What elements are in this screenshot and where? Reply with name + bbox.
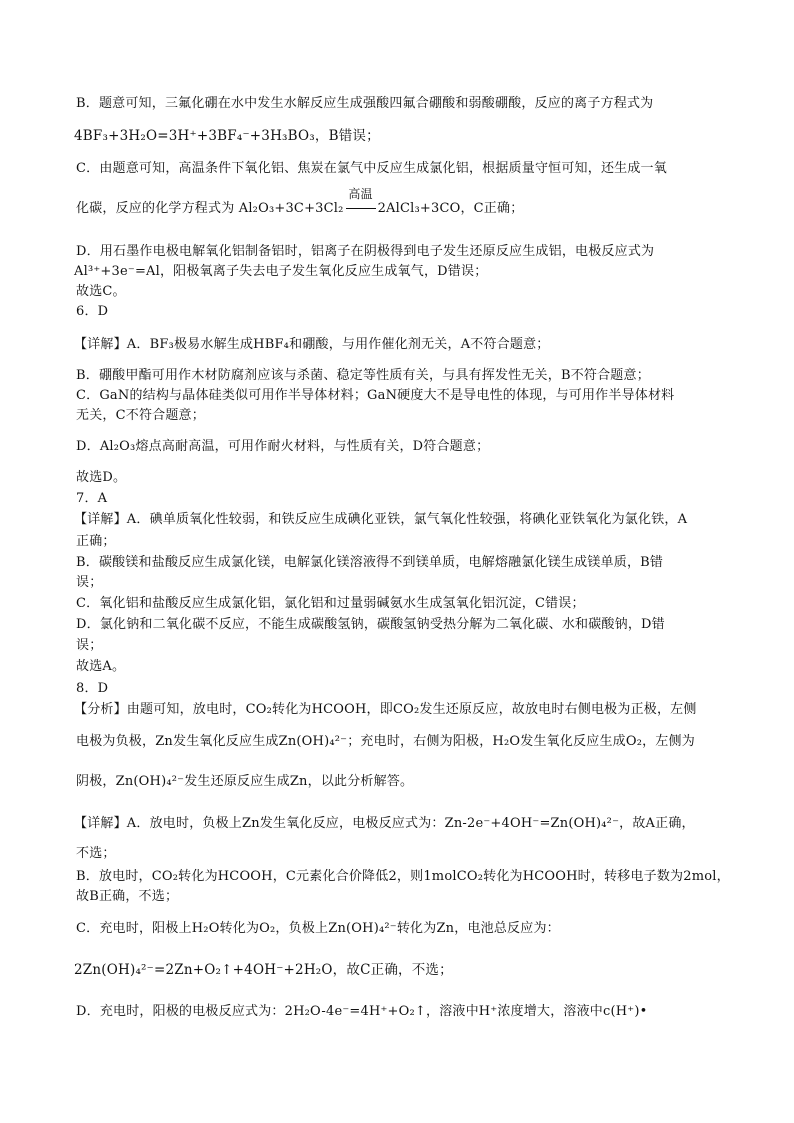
question-number: 8．D (76, 681, 109, 696)
reaction-condition (346, 187, 376, 218)
text-line: 【详解】A．碘单质氧化性较弱，和铁反应生成碘化亚铁，氯气氧化性较强，将碘化亚铁氧化为氯化铁，A (74, 512, 688, 527)
condition-label: 高温 (348, 187, 373, 201)
text-line: 【分析】由题可知，放电时，CO₂转化为HCOOH，即CO₂发生还原反应，故放电时右侧电极为正极，左侧 (74, 702, 697, 717)
text-line: 正确； (76, 534, 116, 549)
text-line: 【详解】A．放电时，负极上Zn发生氧化反应，电极反应式为：Zn-2e⁻+4OH⁻=Zn(OH)₄²⁻，故A正确， (74, 816, 695, 831)
text-line: 无关，C不符合题意； (76, 408, 205, 423)
equation-prefix: 化碳，反应的化学方程式为 Al₂O₃+3C+3Cl₂ (76, 201, 344, 216)
text-line: C．GaN的结构与晶体硅类似可用作半导体材料；GaN硬度大不是导电性的体现，与可用作半导体材料 (76, 388, 675, 403)
text-line: B．碳酸镁和盐酸反应生成氯化镁，电解氯化镁溶液得不到镁单质，电解熔融氯化镁生成镁单质，B错 (76, 555, 664, 570)
text-line: 不选； (76, 846, 116, 861)
text-line: B．题意可知，三氟化硼在水中发生水解反应生成强酸四氟合硼酸和弱酸硼酸，反应的离子方程式为 (76, 96, 654, 111)
text-line: C．氧化铝和盐酸反应生成氯化铝，氯化铝和过量弱碱氨水生成氢氧化铝沉淀，C错误； (76, 596, 585, 611)
text-line: 【详解】A．BF₃极易水解生成HBF₄和硼酸，与用作催化剂无关，A不符合题意； (74, 337, 550, 352)
text-line: 故选C。 (76, 284, 126, 299)
text-line: D．充电时，阳极的电极反应式为：2H₂O-4e⁻=4H⁺+O₂↑，溶液中H⁺浓度增大，溶液中c(H⁺)• (76, 1004, 648, 1019)
question-number: 6．D (76, 304, 109, 319)
equation-suffix: 2AlCl₃+3CO，C正确； (377, 201, 524, 216)
text-line: D．Al₂O₃熔点高耐高温，可用作耐火材料，与性质有关，D符合题意； (76, 439, 490, 454)
text-line: 误； (76, 638, 103, 653)
text-line: 故选A。 (76, 659, 126, 674)
text-line: 故B正确，不选； (76, 889, 179, 904)
text-line: B．硼酸甲酯可用作木材防腐剂应该与杀菌、稳定等性质有关，与具有挥发性无关，B不符合题意； (76, 368, 650, 383)
text-line: D．氯化钠和二氧化碳不反应，不能生成碳酸氢钠，碳酸氢钠受热分解为二氧化碳、水和碳酸钠，D错 (76, 617, 665, 632)
text-line: 电极为负极，Zn发生氧化反应生成Zn(OH)₄²⁻；充电时，右侧为阳极，H₂O发生氧化反应生成O₂，左侧为 (76, 734, 695, 749)
text-line: C．由题意可知，高温条件下氧化铝、焦炭在氯气中反应生成氯化铝，根据质量守恒可知，还生成一氧 (76, 161, 667, 176)
text-line: D．用石墨作电极电解氧化铝制备铝时，铝离子在阴极得到电子发生还原反应生成铝，电极反应式为 (76, 244, 655, 259)
text-line: C．充电时，阳极上H₂O转化为O₂，负极上Zn(OH)₄²⁻转化为Zn，电池总反应为： (76, 921, 560, 936)
text-line: 阴极，Zn(OH)₄²⁻发生还原反应生成Zn，以此分析解答。 (76, 774, 414, 789)
text-line: 故选D。 (76, 470, 127, 485)
text-line: B．放电时，CO₂转化为HCOOH，C元素化合价降低2，则1molCO₂转化为HCOOH时，转移电子数为2mol， (76, 869, 730, 884)
equation-line: 2Zn(OH)₄²⁻=2Zn+O₂↑+4OH⁻+2H₂O，故C正确，不选； (74, 962, 453, 978)
condition-bar (346, 208, 376, 209)
question-number: 7．A (76, 491, 108, 506)
equation-line (76, 187, 754, 218)
text-line: Al³⁺+3e⁻=Al，阳极氧离子失去电子发生氧化反应生成氧气，D错误； (74, 264, 488, 279)
equation-line: 4BF₃+3H₂O=3H⁺+3BF₄⁻+3H₃BO₃，B错误； (74, 128, 380, 144)
text-line: 误； (76, 575, 103, 590)
